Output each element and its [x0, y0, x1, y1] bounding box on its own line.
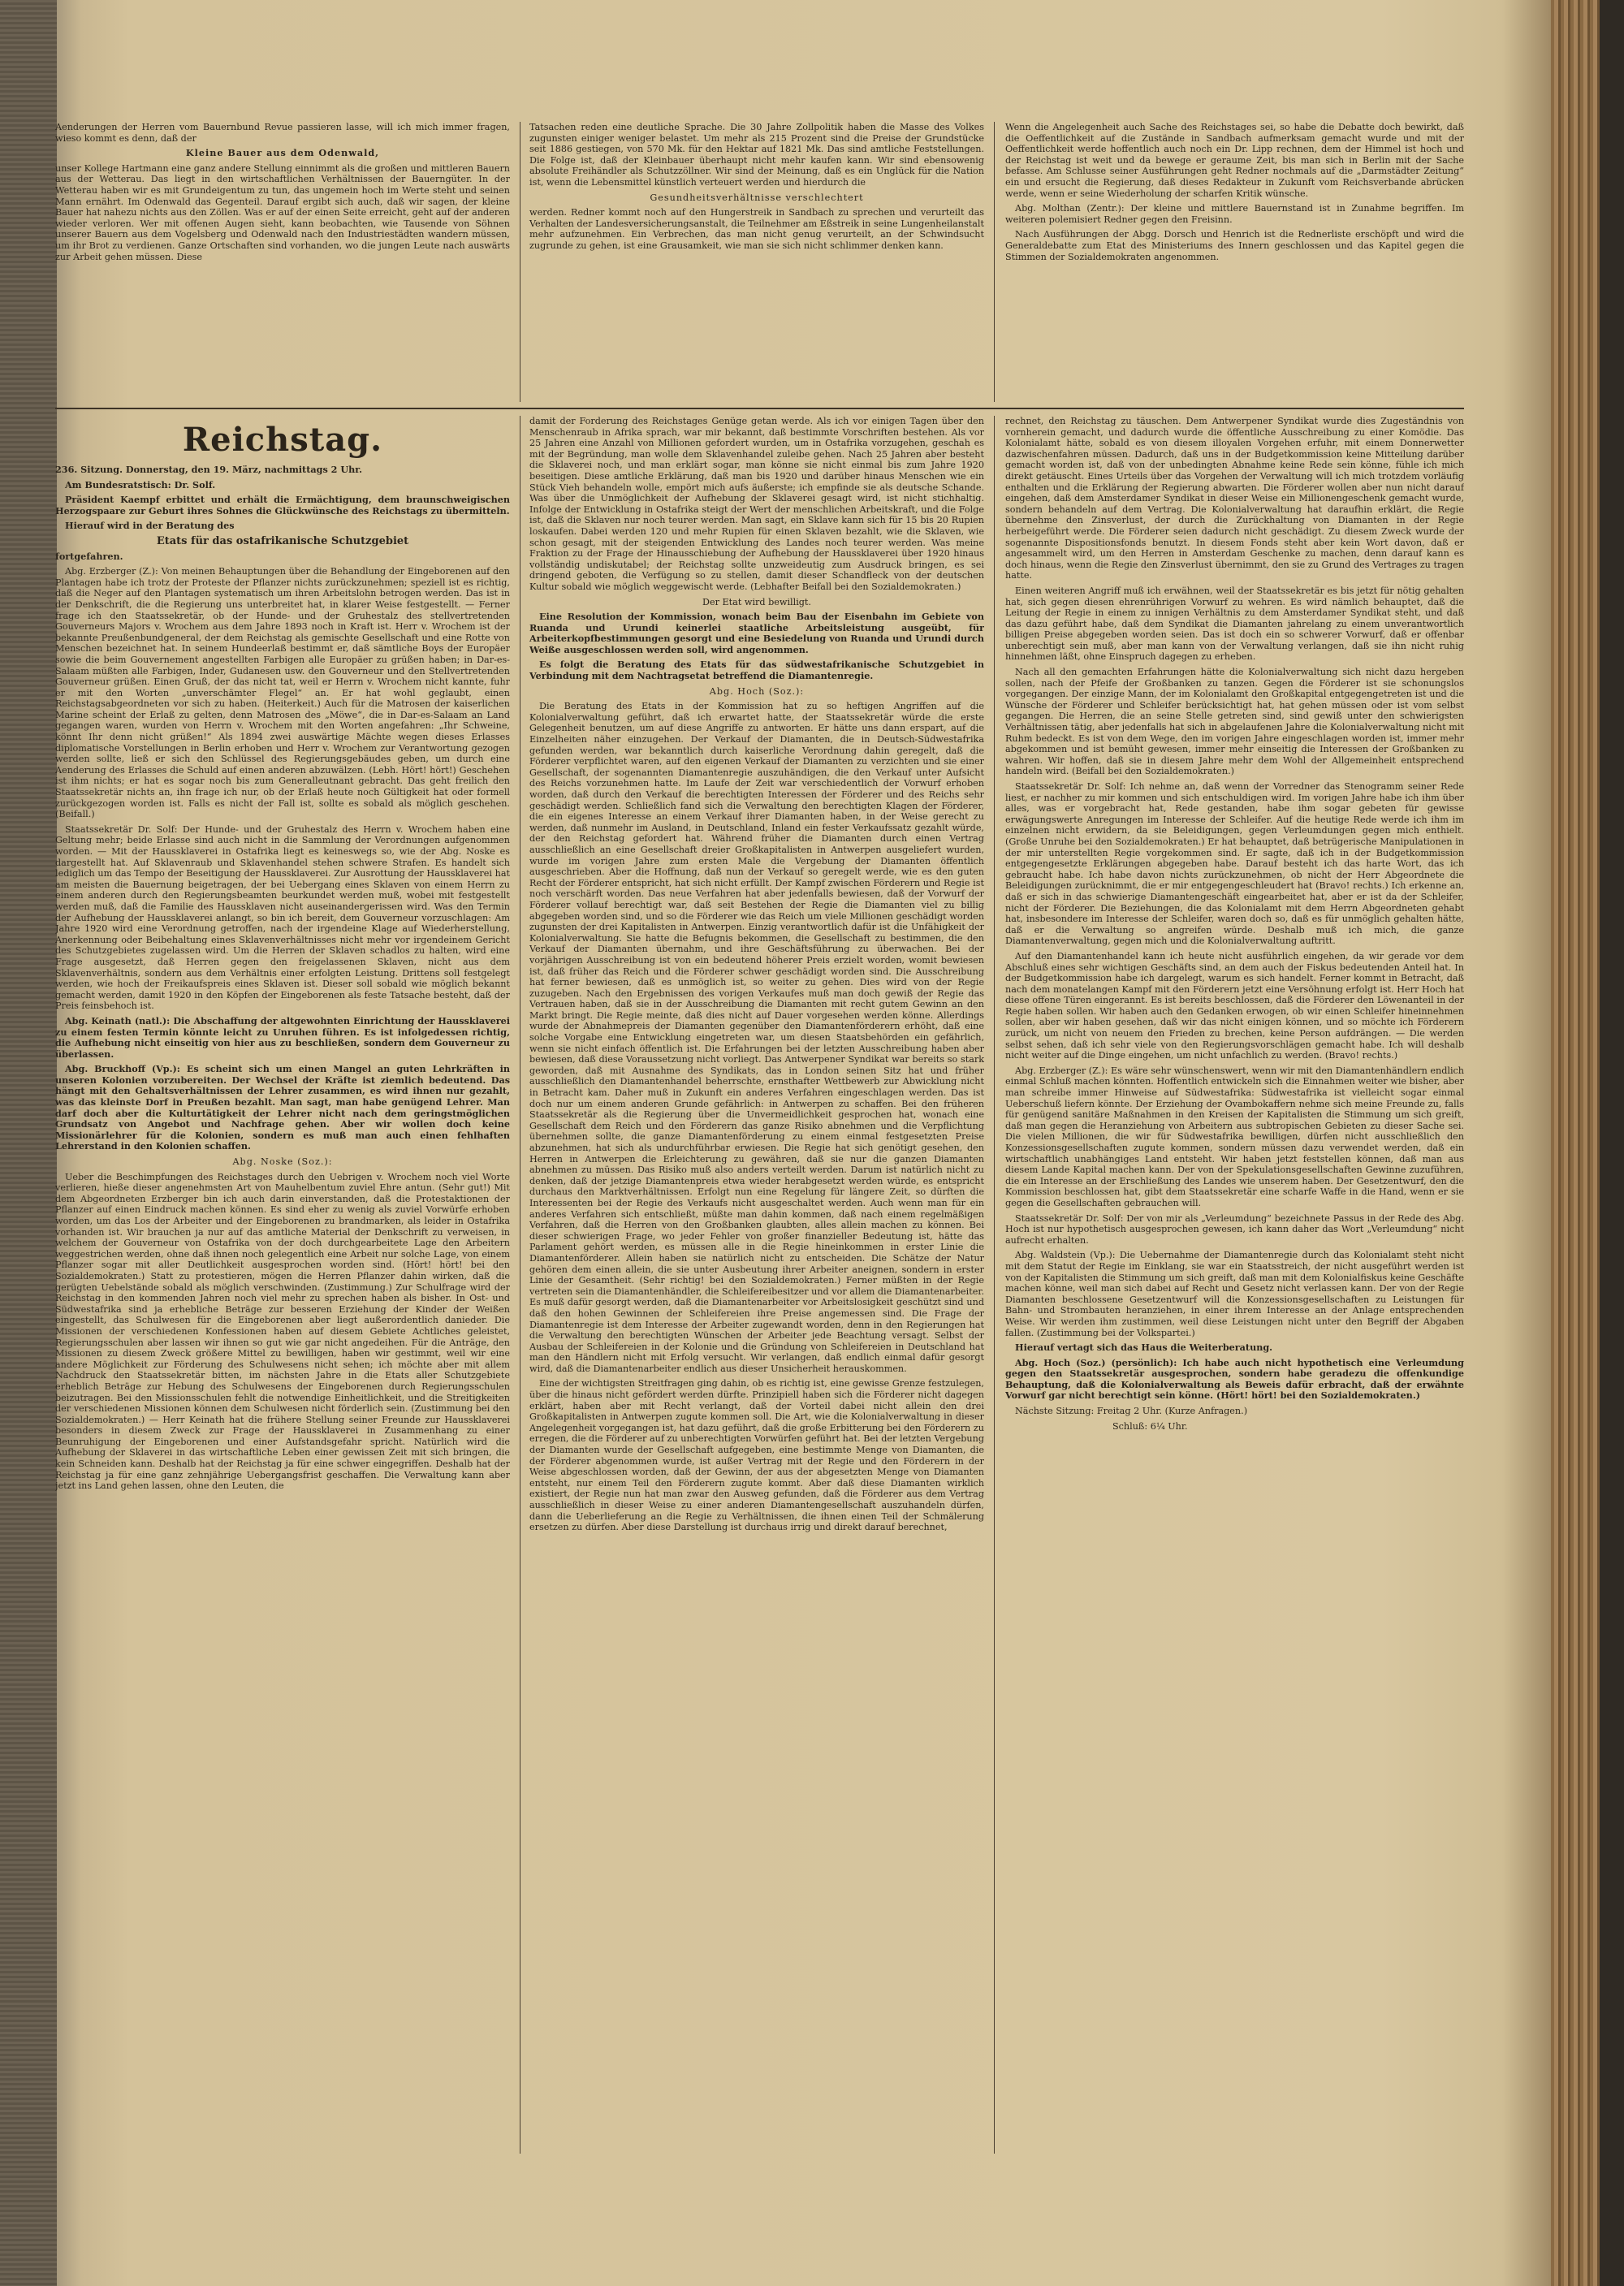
reichstag-title: Reichstag.: [182, 421, 383, 459]
top-col1-para-2: unser Kollege Hartmann eine ganz andere Stellung einnimmt als die großen und mittleren Bauern aus der Wetterau. Das liegt in den wirtschaftlichen Verhältnissen der Bauerngüter. In der Wetterau haben wir es mit Grundeigentum zu tun, das ungemein hoch im Werte steht und seinen Mann ernährt. Im Odenwald das Gegenteil. Darauf ergibt sich auch, daß wir sagen, der kleine Bauer hat nahezu nichts aus den Zöllen. Was er auf der einen Seite erreicht, geht auf der anderen wieder verloren. Wer mit offenen Augen sieht, kann beobachten, wie Tausende von Söhnen unserer Bauern aus dem Vogelsberg und Odenwald nach den Industriestädten wandern müssen, um ihr Brot zu verdienen. Ganze Ortschaften sind vorhanden, wo die jungen Leute nach auswärts zur Arbeit gehen müssen. Diese: [55, 162, 510, 262]
rt-col3-para-7: Staatssekretär Dr. Solf: Der von mir als „Verleumdung“ bezeichnete Passus in der Rede des Abg. Hoch ist nur hypothetisch ausgesprochen gewesen, ich kann daher das Wort „Verleumdung“ nicht aufrecht erhalten.: [1005, 1212, 1464, 1246]
rt-col1-para-1: Abg. Erzberger (Z.): Von meinen Behauptungen über die Behandlung der Eingeborenen auf den Plantagen habe ich trotz der Proteste der Pflanzer nichts zurückzunehmen; speziell ist es richtig, daß die Neger auf den Plantagen systematisch um ihren Arbeitslohn betrogen werden. Das ist in der Denkschrift, die die Regierung uns unterbreitet hat, in klarer Weise festgestellt. — Ferner frage ich den Staatssekretär, ob der Hunde- und der Gruhestalz des stellvertretenden Gouverneurs Majors v. Wrochem aus dem Jahre 1893 noch in Kraft ist. Herr v. Wrochem ist der bekannte Preußenbundgeneral, der dem Reichstag als gemischte Gesellschaft und eine Rotte von Menschen bezeichnet hat. In seinem Hundeerlaß bestimmt er, daß sämtliche Boys der Europäer sowie die beim Gouvernement angestellten Farbigen alle Europäer zu grüßen haben; in Dar-es-Salaam müßten alle Farbigen, Inder, Gudanesen usw. den Gouverneur und den Stellvertretenden Gouverneur grüßen. Einen Gruß, der das nicht tat, weil er Herrn v. Wrochem nicht kannte, fuhr er mit den Worten „unverschämter Flegel“ an. Er hat wohl geglaubt, einen Reichstagsabgeordneten vor sich zu haben. (Heiterkeit.) Auch für die Matrosen der kaiserlichen Marine scheint der Erlaß zu gelten, denn Matrosen des „Möwe“, die in Dar-es-Salaam an Land gegangen waren, wurden von Herrn v. Wrochem mit den Worten angefahren: „Ihr Schweine, könnt Ihr denn nicht grüßen!“ Als 1894 zwei auswärtige Mächte wegen dieses Erlasses diplomatische Vorstellungen in Berlin erhoben und Herr v. Wrochem zur Verantwortung gezogen werden sollte, ließ er sich den Schlüssel des Regierungsgebäudes geben, um durch eine Aenderung des Erlasses die Schuld auf einen anderen abzuwälzen. (Lebh. Hört! hört!) Geschehen ist ihm nichts; er hat es sogar noch bis zum Generalleutnant gebracht. Das geht freilich den Staatssekretär nichts an, ihn frage ich nur, ob der Erlaß heute noch Gültigkeit hat oder formell zurückgezogen worden ist. Falls es nicht der Fall ist, sollte es sobald als möglich geschehen. (Beifall.): [55, 566, 510, 820]
rt-col3-para-3: Nach all den gemachten Erfahrungen hätte die Kolonialverwaltung sich nicht dazu hergeben sollen, nach der Pfeife der Großbanken zu tanzen. Gegen die Förderer ist sie schonungslos vorgegangen. Der einzige Mann, der im Kolonialamt den Großkapital entgegengetreten ist und die Wünsche der Förderer und Schleifer berücksichtigt hat, hat gehen müssen oder ist vom selbst gegangen. Die Herren, die an seine Stelle getreten sind, sind gewiß unter den schwierigsten Verhältnissen tätig, aber jedenfalls hat sich in abgelaufenen Jahre die Kolonialverwaltung nicht mit Ruhm bedeckt. Es ist von dem Wege, den im vorigen Jahre eingeschlagen worden ist, immer mehr abgekommen und ist bemüht gewesen, immer mehr einseitig die Interessen der Großbanken zu wahren. Wir hoffen, daß sie in diesem Jahre mehr dem Wohl der Allgemeinheit entsprechend handeln wird. (Beifall bei den Sozialdemokraten.): [1005, 667, 1464, 777]
rt-col1-para-3: Abg. Keinath (natl.): Die Abschaffung der altgewohnten Einrichtung der Haussklaverei zu einem festen Termin könnte leicht zu Unruhen führen. Es ist infolgedessen richtig, die Aufhebung nicht einseitig von hier aus zu beschließen, sondern dem Gouverneur zu überlassen.: [55, 1014, 510, 1060]
section-divider: [55, 408, 1464, 409]
rt-col3-para-5: Auf den Diamantenhandel kann ich heute nicht ausführlich eingehen, da wir gerade vor dem Abschluß eines sehr wichtigen Geschäfts sind, an dem auch der Fiskus bedeutenden Anteil hat. In der Budgetkommission habe ich dargelegt, warum es sich handelt. Ferner kommt in Betracht, daß nach dem monatelangen Kampf mit den Förderern jetzt eine Versöhnung erfolgt ist. Herr Hoch hat diese offene Türen eingerannt. Es ist bereits beschlossen, daß die Förderer den Löwenanteil in der Regie haben sollen. Wir haben auch den Gedanken erwogen, ob wir einen Schleifer hineinnehmen sollen, aber wir haben gesehen, daß wir das nicht einigen können, und so möchte ich Förderern zurück, um nicht von neuem den Frieden zu brechen, keine Person aufdrängen. — Die werden selbst sehen, daß ich sehr viele von den Regierungsvorschlägen gemacht habe. Ich will deshalb nicht weiter auf die Dinge eingehen, um nicht unfachlich zu werden. (Bravo! rechts.): [1005, 950, 1464, 1061]
speaker-heading-hoch: Abg. Hoch (Soz.):: [709, 685, 805, 697]
rt-col1-para-5: Ueber die Beschimpfungen des Reichstages durch den Uebrigen v. Wrochem noch viel Worte verlieren, hieße dieser angenehmsten Art von Mauhelbentum zuviel Ehre antun. (Sehr gut!) Mit dem Abgeordneten Erzberger bin ich auch darin einverstanden, daß die Protestaktionen der Pflanzer auf einen Eindruck machen können. Es sind eher zu wenig als zuviel Vorwürfe erhoben worden, um das Los der Arbeiter und der Eingeborenen zu brandmarken, als leider in Ostafrika vorhanden ist. Wir brauchen ja nur auf das amtliche Material der Denkschrift zu verweisen, in welchem der Gouverneur von Ostafrika von der doch durchgearbeitete Lage den Arbeitern weggestrichen werden, ohne daß ihnen noch gelegentlich eine Arbeit nur solche Lage, von einem Pflanzer sogar mit aller Deutlichkeit ausgesprochen worden sind. (Hört! hört! bei den Sozialdemokraten.) Statt zu protestieren, mögen die Herren Pflanzer dahin wirken, daß die gerügten Uebelstände sobald als möglich verschwinden. (Zustimmung.) Zur Schulfrage wird der Reichstag in den kommenden Jahren noch viel mehr zu sprechen haben als bisher. In Ost- und Südwestafrika sind ja erhebliche Beträge zur besseren Erziehung der Kinder der Weißen eingestellt, das Schulwesen für die Eingeborenen aber liegt außerordentlich danieder. Die Missionen der verschiedenen Konfessionen haben auf diesem Gebiete Achtliches geleistet, Regierungsschulen aber lassen wir ihnen so gut wie gar nicht angedeihen. Für die Anträge, den Missionen zu diesem Zweck größere Mittel zu bewilligen, haben wir gestimmt, weil wir eine andere Möglichkeit zur Förderung des Schulwesens nicht sehen; ich möchte aber mit allem Nachdruck den Staatssekretär bitten, im nächsten Jahre in die Etats aller Schutzgebiete erheblich Beträge zur Hebung des Schulwesens der Eingeborenen durch Regierungsschulen beizutragen. Bei den Missionsschulen fehlt die notwendige Einheitlichkeit, und die Streitigkeiten der verschiedenen Missionen können dem Schulwesen nicht förderlich sein. (Zustimmung bei den Sozialdemokraten.) — Herr Keinath hat die frühere Stellung seiner Freunde zur Haussklaverei besonders in diesem Zweck zur Frage der Haussklaverei in Zusammenhang zu einer Beunruhigung der Eingeborenen und einer Aufstandsgefahr spricht. Natürlich wird die Aufhebung der Sklaverei in das wirtschaftliche Leben einer gewissen Zeit mit sich bringen, die kein Schneiden kann. Deshalb hat der Reichstag ja für eine schwer eingegriffen. Deshalb hat der Reichstag ja für eine ganz zehnjährige Uebergangsfrist geschaffen. Die Verwaltung kann aber jetzt ins Land gehen lassen, ohne den Leuten, die: [55, 1171, 510, 1492]
agenda-lead: Hierauf wird in der Beratung des: [65, 520, 235, 532]
top-column-3-text: [1005, 122, 1464, 266]
rt-col3-para-9: Hierauf vertagt sich das Haus die Weiterberatung.: [1015, 1342, 1273, 1354]
rt-col3-para-8: Abg. Waldstein (Vp.): Die Uebernahme der Diamantenregie durch das Kolonialamt steht nicht mit dem Statut der Regie im Einklang, sie war ein Staatsstreich, der nicht ausgeführt werden ist von der Kapitalisten die Stimmung um sich greift, daß man mit dem Kolonialfiskus keine Geschäfte machen könne, weil man sich dabei auf Recht und Gesetz nicht verlassen kann. Der von der Regie Diamanten beschlossene Gesetzentwurf will die Konzessionsgesellschaften zu Leistungen für Bahn- und Strombauten heranziehen, in einer ihrem Interesse an der Anlage entsprechenden Weise. Wir werden ihm zustimmen, weil diese Leistungen nicht unter den Begriff der Abgaben fallen. (Zustimmung bei der Volkspartei.): [1005, 1250, 1464, 1338]
speaker-heading-noske: Abg. Noske (Soz.):: [232, 1156, 333, 1168]
top-col3-para-2: Abg. Molthan (Zentr.): Der kleine und mittlere Bauernstand ist in Zunahme begriffen. Im weiteren polemisiert Redner gegen den Freisinn.: [1005, 203, 1464, 225]
column-rule: [994, 416, 995, 2154]
rt-col3-para-4: Staatssekretär Dr. Solf: Ich nehme an, daß wenn der Vorredner das Stenogramm seiner Rede liest, er nachher zu mir kommen und sich entschuldigen wird. Im vorigen Jahre habe ich ihm über alles, was er vorgebracht hat, Rede gestanden, habe ihm sogar gebeten für gewisse erwägungswerte Anregungen im Interesse der Schleifer. Auf die heutige Rede werde ich ihm im einzelnen nicht erwidern, da sie Beleidigungen, gegen Verleumdungen gegen mich enthielt. (Große Unruhe bei den Sozialdemokraten.) Er hat behauptet, daß betrügerische Manipulationen in der mir unterstellten Regie vorgekommen sind. Er sagte, daß ich in der Budgetkommission entgegengesetzte Erklärungen abgegeben habe. Darauf besteht ich das harte Wort, das ich gebraucht habe. Ich habe davon nichts zurückzunehmen, ob nicht der Herr Abgeordnete die Beleidigungen zurücknimmt, die er mir entgegengeschleudert hat (Bravo! rechts.) Ich erkenne an, daß er sich in das schwierige Diamantengeschäft eingearbeitet hat, aber er ist da der Schleifer, nicht der Förderer. Die Beziehungen, die das Kolonialamt mit dem Herrn Abgeordneten gehabt hat, insbesondere im Interesse der Schleifer, waren doch so, daß es für unmöglich gehalten hätte, daß er die Verwaltung so angreifen würde. Deshalb muß ich mich, die ganze Diamantenverwaltung, gegen mich und die Kolonialverwaltung auftritt.: [1005, 781, 1464, 947]
reichstag-intro: Präsident Kaempf erbittet und erhält die Ermächtigung, dem braunschweigischen Herzogspaare zur Geburt ihres Sohnes die Glückwünsche des Reichstags zu übermitteln.: [55, 494, 510, 516]
reichstag-column-2: [529, 416, 984, 2154]
rt-col2-para-5: Die Beratung des Etats in der Kommission hat zu so heftigen Angriffen auf die Kolonialverwaltung geführt, daß ich erwartet hatte, der Staatssekretär würde die erste Gelegenheit benutzen, um auf diese Angriffe zu antworten. Er hätte uns dann erspart, auf die Einzelheiten näher einzugehen. Der Verkauf der Diamanten, die in Deutsch-Südwestafrika gefunden werden, war bekanntlich durch kaiserliche Verordnung dahin geregelt, daß die Förderer verpflichtet waren, auf den eigenen Verkauf der Diamanten zu verzichten und sie einer Gesellschaft, der sogenannten Diamantenregie auszuhändigen, die den Verkauf unter Aufsicht des Reichs vorzunehmen hatte. Im Laufe der Zeit war verschiedentlich der Vorwurf erhoben worden, daß durch den Verkauf die berechtigten Interessen der Förderer und des Reichs sehr geschädigt werden. Schließlich fand sich die Verwaltung den berechtigten Klagen der Förderer, die ein eigenes Interesse an einem Verkauf ihrer Diamanten haben, in der Weise gerecht zu werden, daß nunmehr im Ausland, in Deutschland, Inland ein fester Verkaufssatz gezahlt würde, der den Reichstag gefordert hat. Während früher die Diamanten durch einen Vertrag ausschließlich an eine Gesellschaft dreier Großkapitalisten in Antwerpen ausgeliefert wurden, wurde im vorigen Jahre zum ersten Male die Vergebung der Diamanten öffentlich ausgeschrieben. Aber die Hoffnung, daß nun der Verkauf so geregelt werde, wie es den guten Recht der Förderer entspricht, hat sich nicht erfüllt. Der Kampf zwischen Förderern und Regie ist noch verschärft worden. Das neue Verfahren hat aber jedenfalls bewiesen, daß der Vorwurf der Förderer vollauf berechtigt war, daß seit Bestehen der Regie die Diamanten viel zu billig abgegeben worden sind, und so die Förderer wie das Reich um viele Millionen geschädigt worden zugunsten der drei Kapitalisten in Antwerpen. Einzig verantwortlich dafür ist die Unfähigkeit der Kolonialverwaltung. Sie hatte die Befugnis bekommen, die Gesellschaft zu bestimmen, die den Verkauf der Diamanten übernahm, und ihre Geschäftsführung zu überwachen. Bei der vorjährigen Ausschreibung ist von ein bedeutend höherer Preis erzielt worden, womit bewiesen ist, daß früher das Reich und die Förderer schwer geschädigt worden sind. Die Ausschreibung hat ferner bewiesen, daß es unmöglich ist, so weiter zu gehen. Dies wird von der Regie zuzugeben. Nach den Ergebnissen des vorigen Verkaufes muß man doch gewiß der Regie das Vertrauen haben, daß sie in der Ausschreibung die Diamanten mit recht gutem Gewinn an den Markt bringt. Die Regie meinte, daß dies nicht auf Dauer vorgesehen werden könne. Allerdings wurde der Abnahmepreis der Diamanten gegenüber den Diamantenförderern erhöht, daß eine solche Vorgabe eine Entwicklung eingetreten war, um diesen Staatsbehörden ein gefährlich, wenn sie nicht einfach öffentlich ist. Die Erfahrungen bei der letzten Ausschreibung haben aber bewiesen, daß diese Voraussetzung nicht vorliegt. Das Antwerpener Syndikat war bereits so stark geworden, daß mit Ausnahme des Syndikats, das in London seinen Sitz hat und früher ausschließlich den Diamantenhandel beherrschte, ernsthafter Wettbewerb zur Abwicklung nicht in Betracht kam. Daher muß in Zukunft ein anderes Verfahren eingeschlagen werden. Das ist doch nur um einem anderen Grunde gefährlich: in Antwerpen zu schaffen. Bei den früheren Staatssekretär als die Regierung über die Unvermeidlichkeit gesprochen hat, wonach eine Gesellschaft dem Reich und den Förderern das ganze Risiko abnehmen und die Verpflichtung übernehmen sollte, die ganze Diamantenförderung zu einem einmal festgesetzten Preise abzunehmen, hat sich als undurchführbar erwiesen. Die Regie hat sich genötigt gesehen, den Herren in Antwerpen die Erleichterung zu gewähren, daß sie nur die ganzen Diamanten abnehmen zu müssen. Das Risiko muß also anders verteilt werden. Darum ist natürlich nicht zu denken, daß der jetzige Diamantenpreis etwa wieder herabgesetzt werden würde, es entspricht durchaus den Marktverhältnissen. Erfolgt nun eine Regelung für längere Zeit, so dürften die Interessenten bei der Regie des Verkaufs nicht ausgeschaltet werden. Auch wenn man für ein anderes Verfahren sich entschließt, müßte man dahin kommen, daß nach einem regelmäßigen Verfahren, daß die Herren von den Großbanken glaubten, alles allein machen zu können. Bei dieser schwierigen Frage, wo jeder Fehler von großer finanzieller Bedeutung ist, hätte das Parlament gehört werden, es müssen alle in die Regie hineinkommen in erster Linie die Diamantenförderer. Allein haben sie natürlich nicht zu entscheiden. Die Schätze der Natur gehören dem einen allein, die sie unter Ausbeutung ihrer Arbeiter aneignen, sondern in erster Linie der Gesamtheit. (Sehr richtig! bei den Sozialdemokraten.) Ferner müßten in der Regie vertreten sein die Diamantenhändler, die Schleifereibesitzer und vor allem die Diamantenarbeiter. Es muß dafür gesorgt werden, daß die Diamantenarbeiter vor Arbeitslosigkeit geschützt sind und daß den hohen Gewinnen der Schleifereien ihre Preise angemessen sind. Die Frage der Diamantenregie ist dem Interesse der Arbeiter zugewandt worden, denn in den Regierungen hat die Verwaltung den berechtigten Wünschen der Arbeiter jede Beachtung versagt. Selbst der Ausbau der Schleifereien in der Kolonie und die Gründung von Schleifereien in Deutschland hat man den Händlern nicht mit Erfolg versucht. Wir verlangen, daß endlich einmal dafür gesorgt wird, daß die Diamantenarbeiter endlich aus dieser Unsicherheit herauskommen.: [529, 701, 984, 1374]
adjacent-page-edge: [0, 0, 57, 2286]
rt-col1-para-2: Staatssekretär Dr. Solf: Der Hunde- und der Gruhestalz des Herrn v. Wrochem haben eine Geltung mehr; beide Erlasse sind auch nicht in die Sammlung der Verordnungen aufgenommen worden. — Mit der Haussklaverei in Ostafrika liegt es keineswegs so, wie der Abg. Noske es dargestellt hat. Auf Sklavenraub und Sklavenhandel stehen schwere Strafen. Es handelt sich lediglich um das Tempo der Beseitigung der Haussklaverei. Zur Ausrottung der Haussklaverei hat am meisten die Bauernung beigetragen, der bei Uebergang eines Sklaven von einem Herrn zu einem anderen durch den Regierungsbeamten beurkundet werden muß, wobei mit festgestellt werden muß, daß die Familie des Haussklaven nicht auseinandergerissen wird. Was den Termin der Aufhebung der Haussklaverei anlangt, so bin ich bereit, dem Gouverneur vorzuschlagen: Am Jahre 1920 wird eine Verordnung getroffen, nach der irgendeine Klage auf Wiederherstellung, Anerkennung oder Beibehaltung eines Sklavenverhältnisses nicht mehr vor irgendeinem Gericht des Schutzgebietes zugelassen wird. Um die Herren der Sklaven schadlos zu halten, wird eine Frage ausgesetzt, daß Herren gegen den freigelassenen Sklaven, nicht aus dem Sklavenverhältnis, sondern aus dem Verhältnis einer erfolgten Leistung. Drittens soll festgelegt werden, wie hoch der Freikaufspreis eines Sklaven ist. Dieser soll sobald wie möglich bekannt gemacht werden, damit 1920 in den Köpfen der Eingeborenen als feste Tatsache besteht, daß der Preis feinsbehoch ist.: [55, 823, 510, 1012]
agenda-title: Etats für das ostafrikanische Schutzgebiet: [156, 534, 409, 547]
top-col2-para-2: werden. Redner kommt noch auf den Hungerstreik in Sandbach zu sprechen und verurteilt das Verhalten der Landesversicherungsanstalt, die Teilnehmer am Eßstreik in seine Lungenheilanstalt mehr aufzunehmen. Ein Verbrechen, das man nicht genug verurteilt, an der Schwindsucht zugrunde zu gehen, ist eine Grausamkeit, wie man sie sich nicht schlimmer denken kann.: [529, 207, 984, 251]
top-col2-heading: Gesundheitsverhältnisse verschlechtert: [650, 192, 864, 203]
top-col3-para-3: Nach Ausführungen der Abgg. Dorsch und Henrich ist die Rednerliste erschöpft und wird die Generaldebatte zum Etat des Ministeriums des Innern geschlossen und das Kapitel gegen die Stimmen der Sozialdemokraten angenommen.: [1005, 229, 1464, 262]
agenda-tail: fortgefahren.: [55, 550, 123, 562]
column-rule: [994, 122, 995, 402]
rt-col2-para-3: Eine Resolution der Kommission, wonach beim Bau der Eisenbahn im Gebiete von Ruanda und Urundi keinerlei staatliche Arbeitsleistung ausgeübt, für Arbeiterkopfbestimmungen gesorgt und eine Besiedelung von Ruanda und Urundi durch Weiße ausgeschlossen werden soll, wird angenommen.: [529, 611, 984, 655]
bundesrat-line: Am Bundesratstisch: Dr. Solf.: [65, 478, 216, 490]
top-col2-para-1: Tatsachen reden eine deutliche Sprache. Die 30 Jahre Zollpolitik haben die Masse des Volkes zugunsten einiger weniger belastet. Um mehr als 215 Prozent sind die Preise der Grundstücke seit 1886 gestiegen, von 570 Mk. für den Hektar auf 1821 Mk. Das sind amtliche Feststellungen. Die Folge ist, daß der Kleinbauer überhaupt nicht mehr kaufen kann. Wir sind ebensowenig absolute Freihändler als Schutzzöllner. Wir sind der Meinung, daß es ein Unglück für die Nation ist, wenn die Lebensmittel künstlich verteuert werden und hierdurch die: [529, 122, 984, 188]
top-column-2: [529, 122, 984, 256]
newspaper-page: [55, 122, 1545, 2152]
top-column-1: [55, 122, 510, 266]
rt-col3-para-2: Einen weiteren Angriff muß ich erwähnen, weil der Staatssekretär es bis jetzt für nötig gehalten hat, sich gegen diesen ehrenrührigen Vorwurf zu wehren. Es wird nämlich behauptet, daß die Leitung der Regie in einem zu innigen Verhältnis zu dem Amsterdamer Syndikat steht, und daß das dazu geführt habe, daß dem Syndikat die Diamanten jahrelang zu einem unverantwortlich billigen Preise abgegeben worden seien. Das ist doch ein so schwerer Vorwurf, daß er offenbar unberechtigt sein muß, aber man kann von der Verwaltung verlangen, daß sie ihn nicht ruhig hinnehmen läßt, ohne Einspruch dagegen zu erheben.: [1005, 585, 1464, 663]
session-line: 236. Sitzung. Donnerstag, den 19. März, nachmittags 2 Uhr.: [55, 464, 362, 475]
reichstag-column-3: [1005, 416, 1464, 2154]
rt-col3-para-6: Abg. Erzberger (Z.): Es wäre sehr wünschenswert, wenn wir mit den Diamantenhändlern endlich einmal Schluß machen könnten. Hoffentlich entwickeln sich die Einnahmen weiter wie bisher, aber man schreibe immer Hinweise auf Südwestafrika: Südwestafrika ist vielleicht sogar einmal Ueberschuß liefern könnte. Der Erziehung der Ovambokaffern nehme sich meine Freunde zu, falls für genügend sanitäre Maßnahmen in den Kreisen der Kapitalisten die Stimmung um sich greift, daß man gegen die Heranziehung von Arbeitern aus subtropischen Gebieten zu dieser Sache sei. Die vielen Millionen, die wir für Südwestafrika bewilligen, dürfen nicht ausschließlich den Konzessionsgesellschaften zugute kommen, sondern müssen dazu verwendet werden, daß ein wirtschaftlich unabhängiges Land entsteht. Wir haben jetzt feststellen können, daß man aus diesem Lande Kapital machen kann. Der von der Spekulationsgesellschaften Gewinne zuzuführen, die ein Interesse an der Erschließung des Landes wie unserem haben. Der Gesetzentwurf, den die Kommission beschlossen hat, gibt dem Staatssekretär eine scharfe Waffe in die Hand, wenn er sie gegen die Gesellschaften gebrauchen will.: [1005, 1065, 1464, 1208]
rt-col2-para-6: Eine der wichtigsten Streitfragen ging dahin, ob es richtig ist, eine gewisse Grenze festzulegen, über die hinaus nicht gefördert werden dürfte. Prinzipiell haben sich die Förderer nicht dagegen erklärt, haben aber mit Recht verlangt, daß der Vorteil dabei nicht allein den drei Großkapitalisten in Antwerpen zugute kommen soll. Die Art, wie die Kolonialverwaltung in dieser Angelegenheit vorgegangen ist, hat dazu geführt, daß die große Erbitterung bei den Förderern zu erregen, die die Förderer auf zu unberechtigten Vorwürfen geführt hat. Bei der letzten Vergebung der Diamanten wurde der Gesellschaft aufgegeben, eine bestimmte Menge von Diamanten, die der Förderer abgenommen wurde, ist außer Vertrag mit der Regie und den Förderern in der Weise abgeschlossen worden, daß der Gewinn, der aus der abgesetzten Menge von Diamanten entsteht, nur einem Teil den Förderern zugute kommt. Aber daß diese Diamanten wirklich existiert, der Regie nun hat man zwar den Ausweg gefunden, daß die Förderer aus dem Vertrag ausschließlich in dieser Weise zu einer anderen Diamantengesellschaft auszuhandeln dürfen, dann die Ueberlieferung an die Regie zu Verhältnissen, die ihnen einen Teil der Schmälerung ersetzen zu dürfen. Aber diese Darstellung ist durchaus irrig und direkt darauf berechnet,: [529, 1378, 984, 1533]
top-col3-para-1: Wenn die Angelegenheit auch Sache des Reichstages sei, so habe die Debatte doch bewirkt, daß die Oeffentlichkeit auf die Zustände in Sandbach aufmerksam gemacht wurde und mit der Oeffentlichkeit werde hoffentlich auch noch ein Dr. Lipp rechnen, dem der Himmel ist hoch und der Reichstag ist weit und da bewege er geraume Zeit, bis man sich in Berlin mit der Sache befasse. Am Schlusse seiner Ausführungen geht Redner nochmals auf die „Darmstädter Zeitung“ ein und ersucht die Regierung, daß dieses Redakteur in Zukunft vom Reichsverbande abrücken werde, wenn er seine Wiederholung der scharfen Kritik wünsche.: [1005, 122, 1464, 199]
top-col1-heading: Kleine Bauer aus dem Odenwald,: [185, 147, 380, 159]
rt-col3-para-1: rechnet, den Reichstag zu täuschen. Dem Antwerpener Syndikat wurde dies Zugeständnis von vornherein gemacht, und dadurch wurde die öffentliche Ausschreibung zu einer Komödie. Das Kolonialamt hätte, sobald es von diesem illoyalen Vorgehen erfuhr, mit einem Donnerwetter dazwischenfahren müssen. Dadurch, daß uns in der Budgetkommission keine Mitteilung darüber gemacht worden ist, daß von der unbedingten Abnahme keine Rede sein könne, fühle ich mich direkt getäuscht. Eines Urteils über das Vorgehen der Verwaltung will ich mich trotzdem vorläufig enthalten und die Erklärung der Regierung abwarten. Die Förderer wollen aber nun nicht darauf eingehen, daß dem Amsterdamer Syndikat in dieser Weise ein Millionengeschenk gemacht wurde, sondern behandeln auf dem Vertrag. Die Kolonialverwaltung hat daraufhin erklärt, die Regie übernehme den Zinsverlust, der durch die Zurückhaltung von Diamanten in der Regie herbeigeführt werde. Die Förderer seien dadurch nicht geschädigt. Zu diesem Zweck wurde der sogenannte Dispositionsfonds benutzt. In diesem Fonds steht aber kein Wort davon, daß er angesammelt wird, um den Herren in Amsterdam Geschenke zu machen, denn darauf kann es doch hinaus, wenn die Regie den Zinsverlust übernimmt, den sie zu Grund des Vertrages zu tragen hatte.: [1005, 416, 1464, 581]
rt-col2-para-1: damit der Forderung des Reichstages Genüge getan werde. Als ich vor einigen Tagen über den Menschenraub in Afrika sprach, war mir bekannt, daß bestimmte Vorschriften bestehen. Als vor 25 Jahren eine Anzahl von Millionen gefordert wurden, um in Ostafrika vorzugehen, geschah es mit der Begründung, man wolle dem Sklavenhandel zuleibe gehen. Nach 25 Jahren aber besteht die Sklaverei noch, und man erklärt sogar, man könne sie nicht einmal bis zum Jahre 1920 beseitigen. Diese amtliche Erklärung, daß man bis 1920 und darüber hinaus Menschen wie ein Stück Vieh behandeln wolle, empört mich aufs äußerste; ich empfinde sie als deutsche Schande. Was über die Unmöglichkeit der Aufhebung der Sklaverei gesagt wird, ist nicht stichhaltig. Infolge der Entwicklung in Ostafrika steigt der Wert der menschlichen Arbeitskraft, und die Folge ist, daß die Sklaven nur noch teurer werden. Man sagt, ein Sklave kann sich für 15 bis 20 Rupien loskaufen. Dabei werden 120 und mehr Rupien für einen Sklaven bezahlt, wie die Sklaven, wie schon gesagt, mit der steigenden Entwicklung des Landes noch teurer werden. Was meine Fraktion zu der Frage der Hinausschiebung der Aufhebung der Haussklaverei über 1920 hinaus vollständig undiskutabel; der Reichstag sollte unzweideutig zum Ausdruck bringen, es sei dringend geboten, die Verfügung so zu stellen, damit dieser Schandfleck von der deutschen Kultur sobald wie möglich weggewischt werde. (Lebhafter Beifall bei den Sozialdemokraten.): [529, 416, 984, 592]
session-close: Schluß: 6¼ Uhr.: [1112, 1420, 1188, 1432]
rt-col2-para-2: Der Etat wird bewilligt.: [702, 596, 811, 607]
book-binding-edge: [1551, 0, 1624, 2286]
rt-col2-para-4: Es folgt die Beratung des Etats für das südwestafrikanische Schutzgebiet in Verbindung mit dem Nachtragsetat betreffend die Diamantenregie.: [529, 659, 984, 682]
top-col1-para-1: Aenderungen der Herren vom Bauernbund Revue passieren lasse, will ich mich immer fragen, wieso kommt es denn, daß der: [55, 122, 510, 144]
rt-col3-para-10: Abg. Hoch (Soz.) (persönlich): Ich habe auch nicht hypothetisch eine Verleumdung gegen den Staatssekretär ausgesprochen, sondern habe geradezu die offenkundige Behauptung, daß die Kolonialverwaltung als Beweis dafür erbracht, daß der erwähnte Vorwurf gar nicht berechtigt sein könne. (Hört! hört! bei den Sozialdemokraten.): [1005, 1356, 1464, 1402]
reichstag-column-1: [55, 416, 510, 2154]
next-session: Nächste Sitzung: Freitag 2 Uhr. (Kurze Anfragen.): [1015, 1406, 1248, 1417]
rt-col1-para-4: Abg. Bruckhoff (Vp.): Es scheint sich um einen Mangel an guten Lehrkräften in unseren Kolonien vorzubereiten. Der Wechsel der Kräfte ist ziemlich bedeutend. Das hängt mit den Gehaltsverhältnissen der Lehrer zusammen, es wird ihnen nur gezahlt, was das kleinste Dorf in Preußen bezahlt. Man sagt, man habe genügend Lehrer. Man darf doch aber die Kulturtätigkeit der Lehrer nicht nach dem geringstmöglichen Grundsatz von Angebot und Nachfrage gehen. Aber wir wollen doch keine Missionärlehrer für die Kolonien, sondern es muß man auch einen fehlhaften Lehrerstand in den Kolonien schaffen.: [55, 1063, 510, 1152]
